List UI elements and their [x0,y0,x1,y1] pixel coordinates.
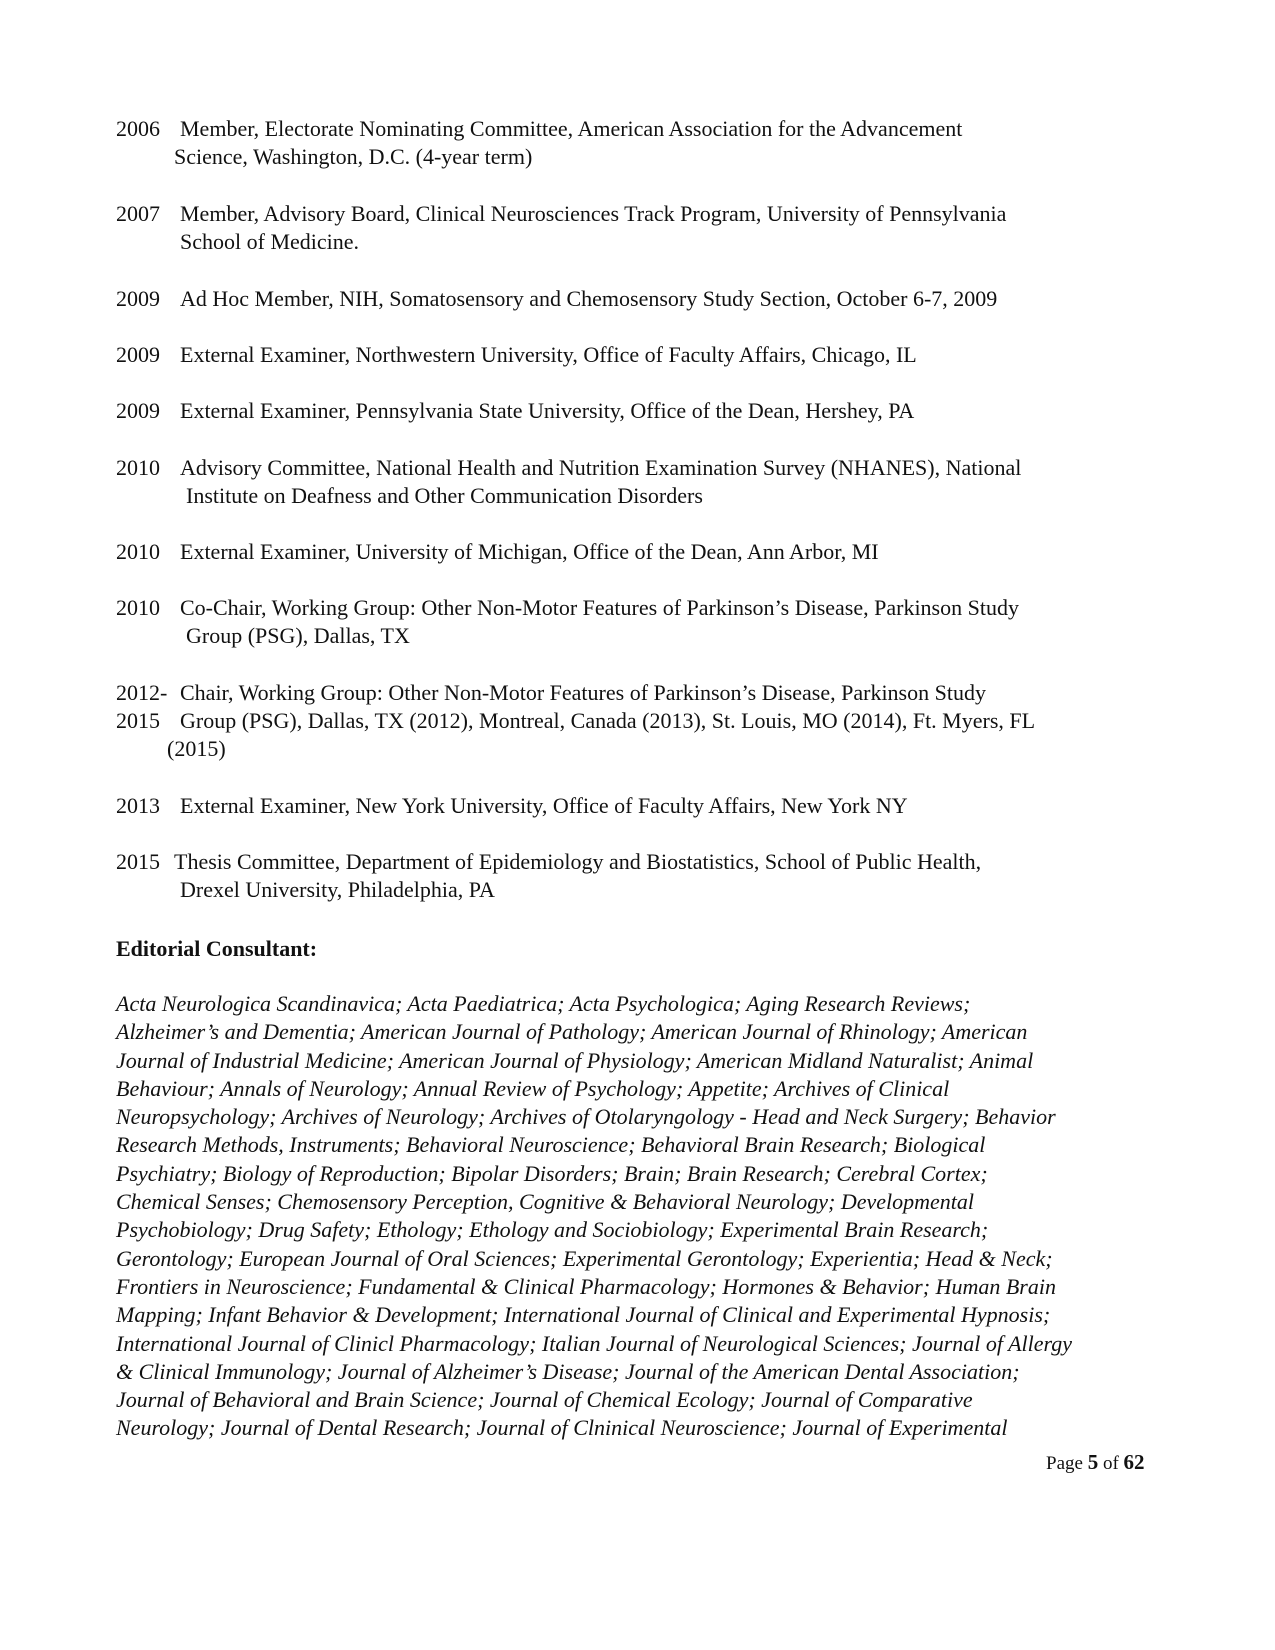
journal-line: & Clinical Immunology; Journal of Alzheimer’s Disease; Journal of the American Dental Association; [116,1358,1020,1384]
current-page: 5 [1087,1450,1099,1474]
journal-line: Neuropsychology; Archives of Neurology; Archives of Otolaryngology - Head and Neck Surgery; Behavior [116,1104,1056,1130]
entry-text-cont: Drexel University, Philadelphia, PA [180,877,495,902]
entry-year: 2010 [116,539,160,564]
page-number [1046,1450,1145,1475]
journal-line: Mapping; Infant Behavior & Development; International Journal of Clinical and Experimental Hypnosis; [116,1302,1051,1328]
entry-2010-a [116,454,1021,510]
entry-text: External Examiner, Pennsylvania State University, Office of the Dean, Hershey, PA [180,398,915,423]
journal-line: Journal of Industrial Medicine; American Journal of Physiology; American Midland Naturalist; Animal [116,1047,1034,1073]
journal-list [116,990,1166,1443]
section-heading: Editorial Consultant: [116,936,318,961]
entry-year: 2010 [116,455,160,480]
entry-year: 2012- [116,680,168,705]
entry-2009-a [116,285,997,313]
entry-2013 [116,792,908,820]
entry-year: 2015 [116,849,160,874]
entry-year: 2013 [116,793,160,818]
entry-2009-b [116,341,917,369]
entry-text: External Examiner, New York University, Office of Faculty Affairs, New York NY [180,793,908,818]
entry-text: Member, Advisory Board, Clinical Neurosciences Track Program, University of Pennsylvania [180,201,1007,226]
entry-text: External Examiner, Northwestern University, Office of Faculty Affairs, Chicago, IL [180,342,917,367]
entry-text-cont: Group (PSG), Dallas, TX (2012), Montreal, Canada (2013), St. Louis, MO (2014), Ft. Myers, FL [180,708,1036,733]
entry-text: Chair, Working Group: Other Non-Motor Features of Parkinson’s Disease, Parkinson Study [180,680,986,705]
entry-text: Co-Chair, Working Group: Other Non-Motor Features of Parkinson’s Disease, Parkinson Study [180,595,1019,620]
entry-year: 2007 [116,201,160,226]
entry-year: 2009 [116,286,160,311]
entry-text-cont: School of Medicine. [180,229,360,254]
entry-text: Member, Electorate Nominating Committee, American Association for the Advancement [180,116,963,141]
journal-line: Alzheimer’s and Dementia; American Journal of Pathology; American Journal of Rhinology; American [116,1019,1028,1045]
entry-text: Thesis Committee, Department of Epidemiology and Biostatistics, School of Public Health, [174,849,982,874]
total-pages: 62 [1123,1450,1145,1474]
entry-2010-c [116,594,1019,650]
journal-line: Chemical Senses; Chemosensory Perception, Cognitive & Behavioral Neurology; Developmental [116,1189,974,1215]
entry-2015 [116,848,981,904]
entry-year: 2009 [116,398,160,423]
entry-2012-2015 [116,679,1035,763]
journal-line: Behaviour; Annals of Neurology; Annual Review of Psychology; Appetite; Archives of Clinical [116,1075,950,1101]
journal-line: Research Methods, Instruments; Behavioral Neuroscience; Behavioral Brain Research; Biological [116,1132,986,1158]
entry-2006 [116,115,962,171]
entry-text: Ad Hoc Member, NIH, Somatosensory and Chemosensory Study Section, October 6-7, 2009 [180,286,998,311]
entry-text: External Examiner, University of Michigan, Office of the Dean, Ann Arbor, MI [180,539,879,564]
entry-text: Advisory Committee, National Health and Nutrition Examination Survey (NHANES), National [180,455,1022,480]
entry-year-end: 2015 [116,708,160,733]
entry-text-cont: Institute on Deafness and Other Communication Disorders [186,483,703,508]
entry-text-cont: Science, Washington, D.C. (4-year term) [174,144,533,169]
journal-line: Gerontology; European Journal of Oral Sciences; Experimental Gerontology; Experientia; Head & Neck; [116,1245,1053,1271]
entry-2009-c [116,397,914,425]
entry-text-cont: (2015) [167,736,226,761]
entry-2010-b [116,538,879,566]
entry-2007 [116,200,1006,256]
journal-line: Neurology; Journal of Dental Research; Journal of Clninical Neuroscience; Journal of Experimental [116,1415,1008,1441]
journal-line: Frontiers in Neuroscience; Fundamental & Clinical Pharmacology; Hormones & Behavior; Human Brain [116,1273,1056,1299]
entry-text-cont: Group (PSG), Dallas, TX [186,623,410,648]
journal-line: Psychiatry; Biology of Reproduction; Bipolar Disorders; Brain; Brain Research; Cerebral Cortex; [116,1160,988,1186]
journal-line: Acta Neurologica Scandinavica; Acta Paediatrica; Acta Psychologica; Aging Research Reviews; [116,991,971,1016]
journal-line: Journal of Behavioral and Brain Science; Journal of Chemical Ecology; Journal of Comparative [116,1387,973,1413]
journal-line: Psychobiology; Drug Safety; Ethology; Ethology and Sociobiology; Experimental Brain Research; [116,1217,989,1243]
journal-line: International Journal of Clinicl Pharmacology; Italian Journal of Neurological Sciences; Journal of Allergy [116,1330,1073,1356]
entry-year: 2010 [116,595,160,620]
entry-year: 2006 [116,116,160,141]
entry-year: 2009 [116,342,160,367]
page-of: of [1102,1453,1119,1474]
page-label: Page [1046,1453,1083,1474]
